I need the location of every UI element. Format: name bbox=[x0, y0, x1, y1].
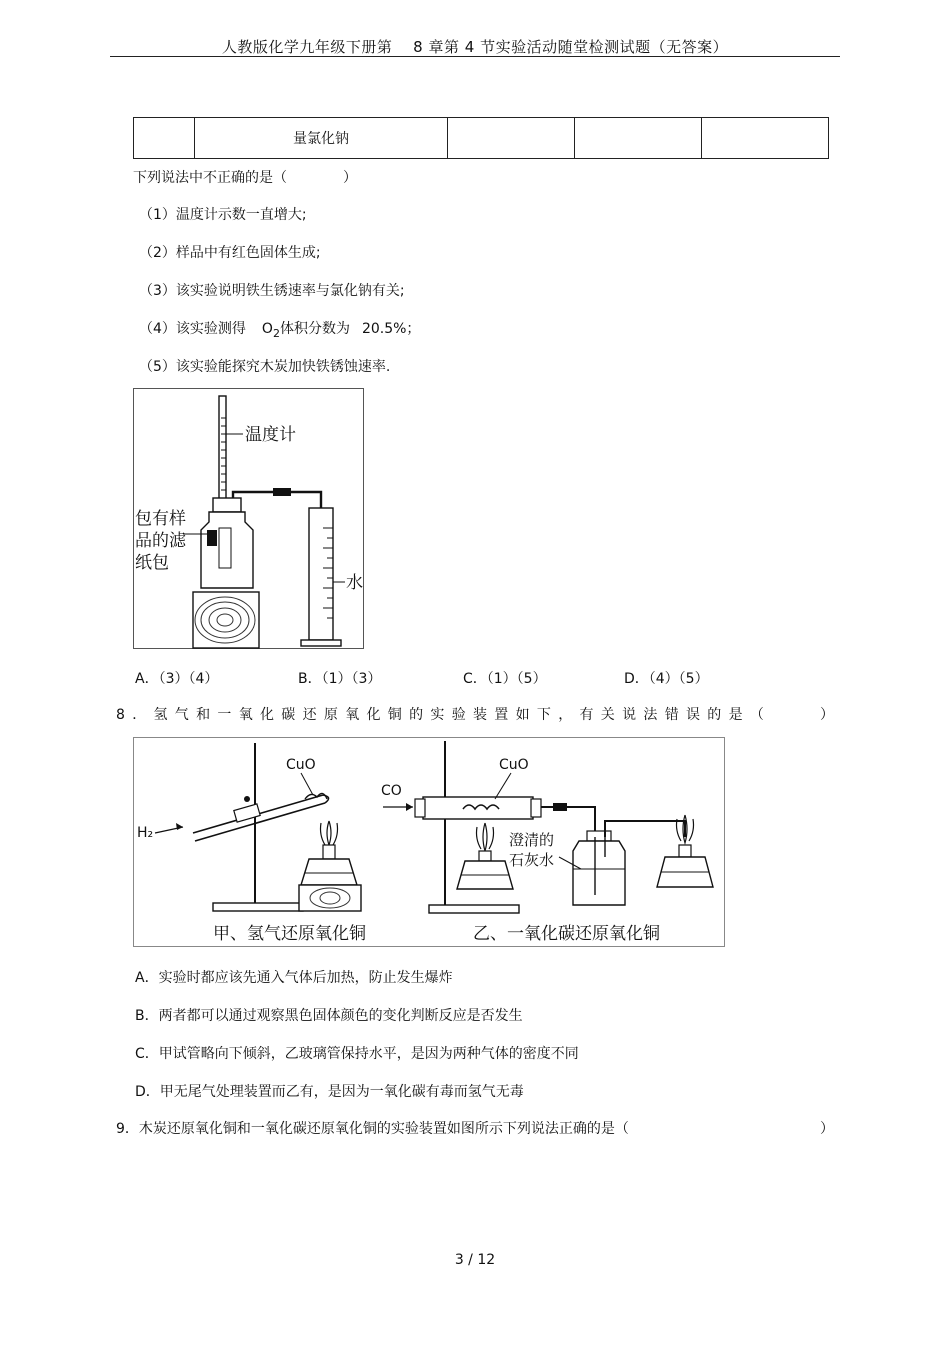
wash-bottle-icon bbox=[573, 841, 625, 905]
q8-stem: 8．氢气和一氧化碳还原氧化铜的实验装置如下，有关说法错误的是（ bbox=[116, 707, 772, 723]
q7-statement: （1）温度计示数一直增大; bbox=[139, 207, 307, 223]
page-header: 人教版化学九年级下册第 8 章第 4 节实验活动随堂检测试题（无答案） bbox=[221, 38, 729, 56]
left-caption: 甲、氢气还原氧化铜 bbox=[213, 924, 366, 944]
s4-value: 20.5%； bbox=[361, 321, 421, 337]
packet-label: 纸包 bbox=[135, 553, 169, 573]
table-cell bbox=[575, 118, 702, 159]
limewater-label: 澄清的 bbox=[509, 831, 555, 849]
q7-option-c: C．（1）（5） bbox=[463, 671, 547, 687]
water-label: 水 bbox=[346, 573, 363, 593]
q8-apparatus-figure bbox=[133, 737, 725, 947]
data-table bbox=[133, 117, 829, 159]
q7-statement: （2）样品中有红色固体生成; bbox=[139, 245, 321, 261]
packet-label: 品的滤 bbox=[135, 531, 186, 551]
table-cell bbox=[134, 118, 195, 159]
q7-apparatus-figure bbox=[133, 388, 365, 650]
q8-option-a: A．实验时都应该先通入气体后加热，防止发生爆炸 bbox=[135, 970, 453, 986]
table-cell bbox=[448, 118, 575, 159]
q9-stem: 9．木炭还原氧化铜和一氧化碳还原氧化铜的实验装置如图所示下列说法正确的是（ bbox=[116, 1121, 629, 1137]
q8-option-c: C．甲试管略向下倾斜，乙玻璃管保持水平，是因为两种气体的密度不同 bbox=[135, 1046, 579, 1062]
q7-statement: （3）该实验说明铁生锈速率与氯化钠有关; bbox=[139, 283, 405, 299]
q8-option-b: B．两者都可以通过观察黑色固体颜色的变化判断反应是否发生 bbox=[135, 1008, 523, 1024]
s4-suffix: 体积分数为 bbox=[279, 321, 350, 337]
h2-label: H₂ bbox=[137, 825, 154, 841]
q8-option-d: D．甲无尾气处理装置而乙有，是因为一氧化碳有毒而氢气无毒 bbox=[135, 1084, 524, 1100]
q9-paren: ） bbox=[820, 1121, 834, 1137]
page-number: 3 / 12 bbox=[454, 1252, 496, 1268]
o2-subscript: 2 bbox=[272, 327, 280, 340]
header-divider bbox=[110, 56, 840, 57]
cuo-label: CuO bbox=[286, 757, 316, 773]
alcohol-lamp-icon bbox=[301, 859, 357, 885]
o2-formula: O bbox=[261, 321, 273, 337]
table-cell bbox=[702, 118, 829, 159]
table-row bbox=[134, 118, 829, 159]
q7-option-b: B．（1）（3） bbox=[298, 671, 382, 687]
co-label: CO bbox=[381, 783, 402, 799]
thermometer-label: 温度计 bbox=[245, 425, 296, 445]
q7-statement: （5）该实验能探究木炭加快铁锈蚀速率. bbox=[139, 359, 391, 375]
table-cell: 量氯化钠 bbox=[195, 118, 448, 159]
q7-statement-4 bbox=[139, 318, 420, 338]
limewater-label: 石灰水 bbox=[509, 851, 555, 869]
q8-paren: ） bbox=[820, 707, 834, 723]
glass-tube-icon bbox=[423, 797, 533, 819]
q7-option-a: A．（3）（4） bbox=[135, 671, 219, 687]
packet-label: 包有样 bbox=[135, 509, 186, 529]
s4-prefix: （4）该实验测得 bbox=[139, 321, 246, 337]
cuo-label: CuO bbox=[499, 757, 529, 773]
q7-stem: 下列说法中不正确的是（ ） bbox=[133, 170, 357, 186]
q7-option-d: D．（4）（5） bbox=[624, 671, 709, 687]
right-caption: 乙、一氧化碳还原氧化铜 bbox=[473, 924, 660, 944]
